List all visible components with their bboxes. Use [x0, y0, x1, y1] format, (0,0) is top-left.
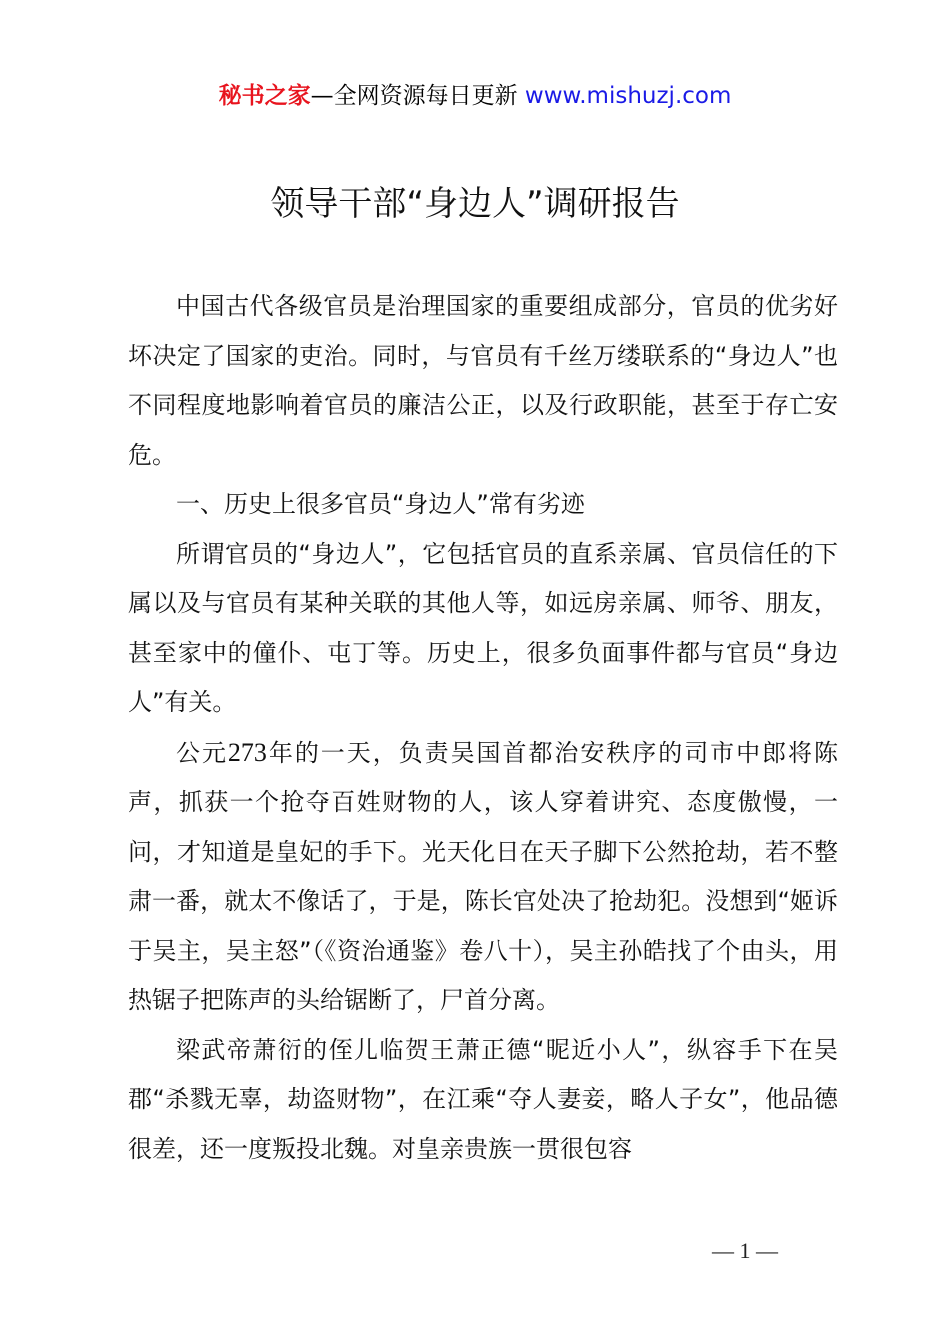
site-header — [0, 78, 950, 114]
paragraph-text: 年的一天，负责吴国首都治安秩序的司市中郎将陈声，抓获一个抢夺百姓财物的人，该人穿着讲究、态度傲慢，一问，才知道是皇妃的手下。光天化日在天子脚下公然抢劫，若不整肃一番，就太不像话了，于是，陈长官处决了抢劫犯。没想到“姬诉于吴主，吴主怒”（《资治通鉴》卷八十），吴主孙皓找了个由头，用热锯子把陈声的头给锯断了，尸首分离。 — [128, 738, 839, 1014]
page-number: — 1 — — [712, 1238, 778, 1263]
paragraph: 中国古代各级官员是治理国家的重要组成部分，官员的优劣好坏决定了国家的吏治。同时，与官员有千丝万缕联系的“身边人”也不同程度地影响着官员的廉洁公正，以及行政职能，甚至于存亡安危。 — [128, 292, 838, 469]
paragraph: 梁武帝萧衍的侄儿临贺王萧正德“昵近小人”，纵容手下在吴郡“杀戮无辜，劫盗财物”，在江乘“夺人妻妾，略人子女”，他品德很差，还一度叛投北魏。对皇亲贵族一贯很包容 — [128, 1035, 838, 1163]
site-url-link[interactable]: www.mishuzj.com — [524, 83, 732, 109]
paragraph-text: 公元 — [176, 738, 228, 767]
document-title: 领导干部“身边人”调研报告 — [270, 184, 680, 224]
paragraph: 所谓官员的“身边人”，它包括官员的直系亲属、官员信任的下属以及与官员有某种关联的其他人等，如远房亲属、师爷、朋友，甚至家中的僮仆、屯丁等。历史上，很多负面事件都与官员“身边人”有关。 — [128, 539, 838, 716]
brand-name: 秘书之家 — [218, 83, 311, 109]
paragraph — [128, 728, 838, 1026]
year-number: 273 — [227, 737, 267, 767]
header-slogan: —全网资源每日更新 — [310, 83, 518, 109]
document-body — [128, 282, 838, 1174]
section-heading: 一、历史上很多官员“身边人”常有劣迹 — [176, 490, 585, 518]
